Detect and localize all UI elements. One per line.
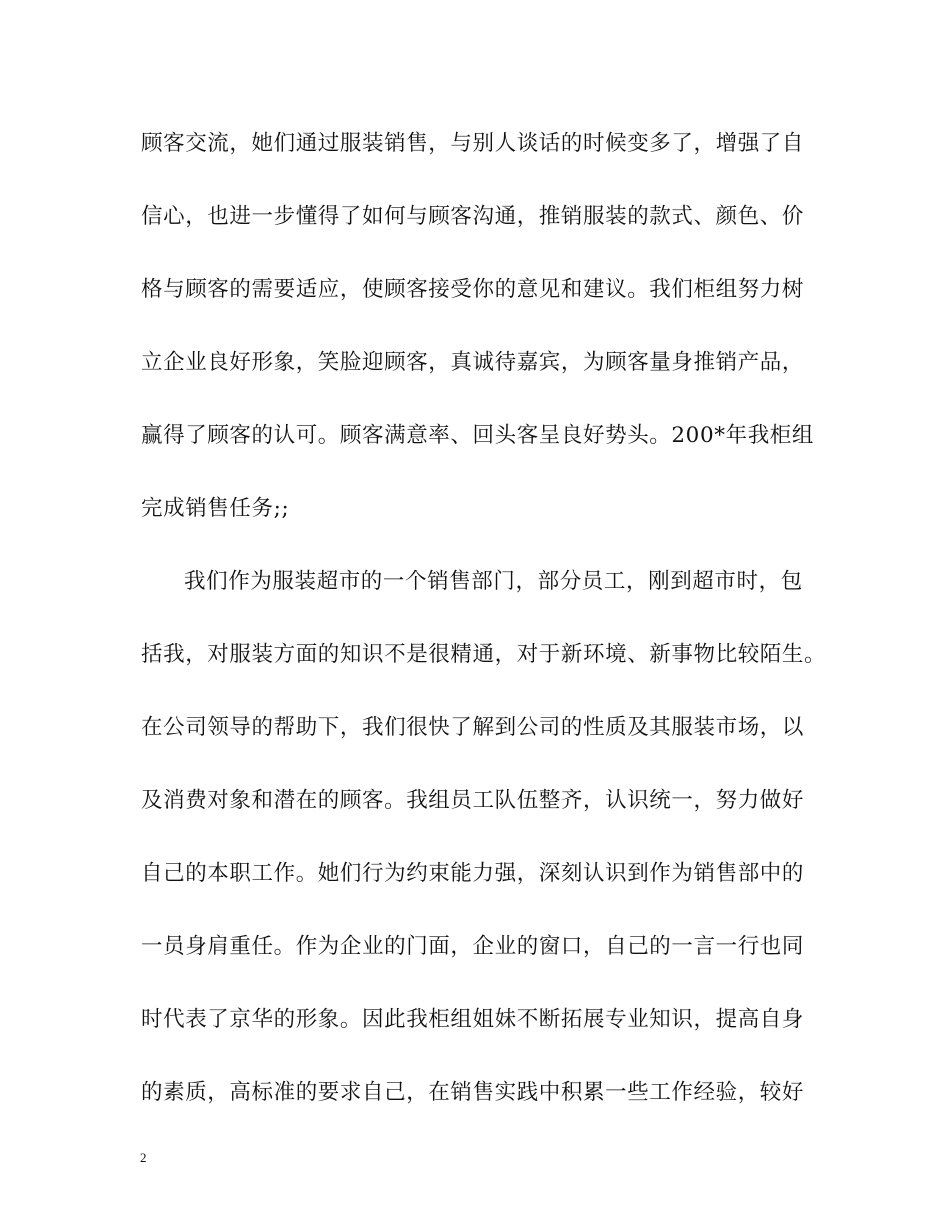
text-line: 自己的本职工作。她们行为约束能力强，深刻认识到作为销售部中的 bbox=[141, 861, 805, 886]
body-text bbox=[141, 128, 827, 1150]
text-line: 括我，对服装方面的知识不是很精通，对于新环境、新事物比较陌生。 bbox=[141, 642, 827, 667]
text-line: 立企业良好形象，笑脸迎顾客，真诚待嘉宾，为顾客量身推销产品， bbox=[141, 350, 805, 375]
text-line: 顾客交流，她们通过服装销售，与别人谈话的时候变多了，增强了自 bbox=[141, 131, 805, 156]
text-line: 格与顾客的需要适应，使顾客接受你的意见和建议。我们柜组努力树 bbox=[141, 277, 805, 302]
text-line: 一员身肩重任。作为企业的门面，企业的窗口，自己的一言一行也同 bbox=[141, 934, 805, 959]
text-line: 完成销售任务;; bbox=[141, 496, 290, 521]
text-line: 信心，也进一步懂得了如何与顾客沟通，推销服装的款式、颜色、价 bbox=[141, 204, 805, 229]
text-line: 赢得了顾客的认可。顾客满意率、回头客呈良好势头。200*年我柜组 bbox=[141, 423, 814, 448]
paragraph-start-line: 我们作为服装超市的一个销售部门，部分员工，刚到超市时，包 bbox=[184, 569, 803, 594]
text-line: 在公司领导的帮助下，我们很快了解到公司的性质及其服装市场，以 bbox=[141, 715, 805, 740]
text-line: 时代表了京华的形象。因此我柜组姐妹不断拓展专业知识，提高自身 bbox=[141, 1007, 805, 1032]
text-line: 的素质，高标准的要求自己，在销售实践中积累一些工作经验，较好 bbox=[141, 1080, 805, 1105]
text-line: 及消费对象和潜在的顾客。我组员工队伍整齐，认识统一，努力做好 bbox=[141, 788, 805, 813]
page-number: 2 bbox=[140, 1150, 147, 1165]
